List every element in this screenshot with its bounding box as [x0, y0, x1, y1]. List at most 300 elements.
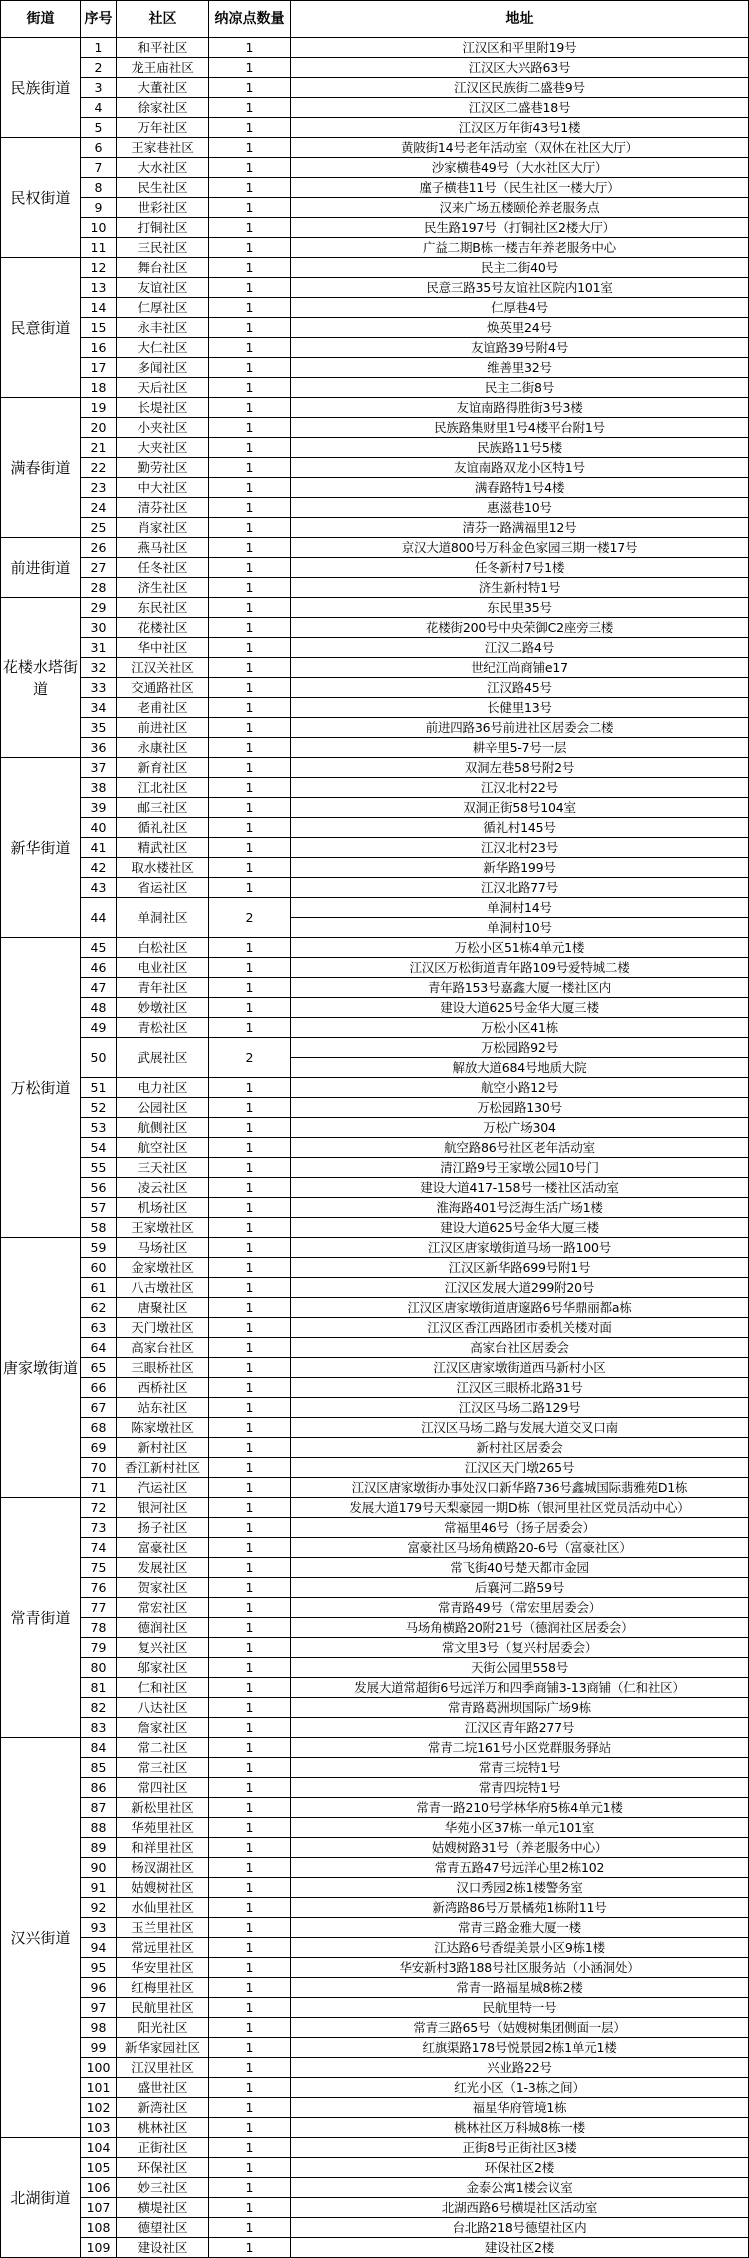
table-row [1, 1858, 749, 1878]
community-name: 航空社区 [117, 1138, 209, 1158]
row-index: 92 [81, 1898, 117, 1918]
address: 黄陂街14号老年活动室（双休在社区大厅） [291, 138, 749, 158]
cooling-count: 1 [209, 1278, 291, 1298]
address: 解放大道684号地质大院 [291, 1058, 749, 1078]
table-row [1, 1418, 749, 1438]
community-name: 唐聚社区 [117, 1298, 209, 1318]
cooling-count: 1 [209, 1878, 291, 1898]
row-index: 109 [81, 2238, 117, 2258]
address: 民意三路35号友谊社区院内101室 [291, 278, 749, 298]
table-row [1, 1918, 749, 1938]
community-name: 陈家墩社区 [117, 1418, 209, 1438]
community-name: 花楼社区 [117, 618, 209, 638]
cooling-count: 1 [209, 378, 291, 398]
table-row [1, 78, 749, 98]
community-name: 大董社区 [117, 78, 209, 98]
community-name: 舞台社区 [117, 258, 209, 278]
address: 双洞左巷58号附2号 [291, 758, 749, 778]
row-index: 96 [81, 1978, 117, 1998]
table-row [1, 1738, 749, 1758]
table-row [1, 558, 749, 578]
table-row [1, 118, 749, 138]
cooling-count: 1 [209, 138, 291, 158]
community-name: 发展社区 [117, 1558, 209, 1578]
address: 江汉区唐家墩街道西马新村小区 [291, 1358, 749, 1378]
cooling-count: 1 [209, 978, 291, 998]
row-index: 50 [81, 1038, 117, 1078]
community-name: 和祥里社区 [117, 1838, 209, 1858]
address: 发展大道常超街6号远洋万和四季商铺3-13商铺（仁和社区） [291, 1678, 749, 1698]
table-row [1, 198, 749, 218]
table-row [1, 2118, 749, 2138]
community-name: 友谊社区 [117, 278, 209, 298]
community-name: 王家墩社区 [117, 1218, 209, 1238]
table-row [1, 1658, 749, 1678]
address: 焕英里24号 [291, 318, 749, 338]
address: 花楼街200号中央荣御C2座旁三楼 [291, 618, 749, 638]
cooling-count: 1 [209, 498, 291, 518]
community-name: 永丰社区 [117, 318, 209, 338]
cooling-count: 1 [209, 118, 291, 138]
row-index: 104 [81, 2138, 117, 2158]
table-row [1, 438, 749, 458]
row-index: 53 [81, 1118, 117, 1138]
community-name: 站东社区 [117, 1398, 209, 1418]
community-name: 民生社区 [117, 178, 209, 198]
table-row [1, 1338, 749, 1358]
table-row [1, 38, 749, 58]
community-name: 老甫社区 [117, 698, 209, 718]
row-index: 58 [81, 1218, 117, 1238]
community-name: 燕马社区 [117, 538, 209, 558]
cooling-count: 1 [209, 698, 291, 718]
row-index: 103 [81, 2118, 117, 2138]
address: 江汉区民族街二盛巷9号 [291, 78, 749, 98]
cooling-count: 1 [209, 218, 291, 238]
row-index: 15 [81, 318, 117, 338]
table-row [1, 1558, 749, 1578]
cooling-count: 1 [209, 2058, 291, 2078]
community-name: 杨汊湖社区 [117, 1858, 209, 1878]
table-row [1, 658, 749, 678]
address: 民主二街8号 [291, 378, 749, 398]
table-row [1, 1898, 749, 1918]
row-index: 89 [81, 1838, 117, 1858]
cooling-count: 1 [209, 1318, 291, 1338]
row-index: 62 [81, 1298, 117, 1318]
table-row [1, 1878, 749, 1898]
row-index: 48 [81, 998, 117, 1018]
address: 江汉区三眼桥北路31号 [291, 1378, 749, 1398]
community-name: 勤劳社区 [117, 458, 209, 478]
table-row [1, 698, 749, 718]
row-index: 12 [81, 258, 117, 278]
cooling-count: 1 [209, 1678, 291, 1698]
cooling-count: 1 [209, 298, 291, 318]
address: 友谊南路双龙小区特1号 [291, 458, 749, 478]
row-index: 38 [81, 778, 117, 798]
cooling-count: 1 [209, 538, 291, 558]
row-index: 86 [81, 1778, 117, 1798]
community-name: 新村社区 [117, 1438, 209, 1458]
cooling-count: 1 [209, 1098, 291, 1118]
table-row [1, 2078, 749, 2098]
row-index: 91 [81, 1878, 117, 1898]
community-name: 天门墩社区 [117, 1318, 209, 1338]
cooling-count: 1 [209, 1338, 291, 1358]
cooling-count: 1 [209, 238, 291, 258]
header-count: 纳凉点数量 [209, 1, 291, 38]
table-row [1, 218, 749, 238]
community-name: 武展社区 [117, 1038, 209, 1078]
street-name: 常青街道 [1, 1498, 81, 1738]
address: 常青三路65号（姑嫂树集团侧面一层） [291, 2018, 749, 2038]
address: 万松园路92号 [291, 1038, 749, 1058]
cooling-count: 1 [209, 2198, 291, 2218]
street-name: 民意街道 [1, 258, 81, 398]
community-name: 西桥社区 [117, 1378, 209, 1398]
row-index: 74 [81, 1538, 117, 1558]
address: 江汉北村23号 [291, 838, 749, 858]
community-name: 王家巷社区 [117, 138, 209, 158]
cooling-count: 1 [209, 338, 291, 358]
table-row [1, 378, 749, 398]
cooling-count: 1 [209, 738, 291, 758]
community-name: 电力社区 [117, 1078, 209, 1098]
table-row [1, 1538, 749, 1558]
address: 东民里35号 [291, 598, 749, 618]
row-index: 75 [81, 1558, 117, 1578]
table-row [1, 1218, 749, 1238]
cooling-count: 1 [209, 1398, 291, 1418]
cooling-count: 1 [209, 438, 291, 458]
row-index: 46 [81, 958, 117, 978]
table-row [1, 1938, 749, 1958]
table-row [1, 858, 749, 878]
community-name: 银河社区 [117, 1498, 209, 1518]
address: 江汉区天门墩265号 [291, 1458, 749, 1478]
address: 长健里13号 [291, 698, 749, 718]
community-name: 永康社区 [117, 738, 209, 758]
cooling-count: 1 [209, 1218, 291, 1238]
row-index: 54 [81, 1138, 117, 1158]
cooling-count: 1 [209, 2018, 291, 2038]
address: 江汉北路77号 [291, 878, 749, 898]
table-row [1, 978, 749, 998]
street-name: 汉兴街道 [1, 1738, 81, 2138]
cooling-count: 1 [209, 518, 291, 538]
community-name: 华安里社区 [117, 1958, 209, 1978]
row-index: 49 [81, 1018, 117, 1038]
address: 兴业路22号 [291, 2058, 749, 2078]
address: 京汉大道800号万科金色家园三期一楼17号 [291, 538, 749, 558]
cooling-count: 1 [209, 1578, 291, 1598]
row-index: 67 [81, 1398, 117, 1418]
cooling-count: 1 [209, 2078, 291, 2098]
community-name: 三天社区 [117, 1158, 209, 1178]
table-row [1, 158, 749, 178]
cooling-count: 1 [209, 398, 291, 418]
row-index: 32 [81, 658, 117, 678]
cooling-count: 1 [209, 958, 291, 978]
table-row [1, 518, 749, 538]
community-name: 多闻社区 [117, 358, 209, 378]
table-row [1, 2058, 749, 2078]
cooling-count: 1 [209, 1458, 291, 1478]
community-name: 阳光社区 [117, 2018, 209, 2038]
table-row [1, 2198, 749, 2218]
community-name: 横堤社区 [117, 2198, 209, 2218]
cooling-count: 1 [209, 198, 291, 218]
address: 民族路集财里1号4楼平台附1号 [291, 418, 749, 438]
street-name: 北湖街道 [1, 2138, 81, 2258]
table-row [1, 958, 749, 978]
table-row [1, 798, 749, 818]
address: 单洞村14号 [291, 898, 749, 918]
table-row [1, 1358, 749, 1378]
community-name: 汽运社区 [117, 1478, 209, 1498]
row-index: 51 [81, 1078, 117, 1098]
row-index: 76 [81, 1578, 117, 1598]
community-name: 金家墩社区 [117, 1258, 209, 1278]
address: 航空小路12号 [291, 1078, 749, 1098]
table-row [1, 1578, 749, 1598]
community-name: 常远里社区 [117, 1938, 209, 1958]
row-index: 94 [81, 1938, 117, 1958]
community-name: 正街社区 [117, 2138, 209, 2158]
address: 仁厚巷4号 [291, 298, 749, 318]
community-name: 长堤社区 [117, 398, 209, 418]
community-name: 中大社区 [117, 478, 209, 498]
cooling-count: 1 [209, 638, 291, 658]
table-row [1, 1978, 749, 1998]
cooling-count: 1 [209, 1358, 291, 1378]
cooling-count: 1 [209, 2218, 291, 2238]
table-row [1, 2238, 749, 2258]
row-index: 37 [81, 758, 117, 778]
community-name: 扬子社区 [117, 1518, 209, 1538]
cooling-count: 1 [209, 778, 291, 798]
table-row [1, 1018, 749, 1038]
address: 新村社区居委会 [291, 1438, 749, 1458]
cooling-count: 1 [209, 458, 291, 478]
cooling-count: 1 [209, 2118, 291, 2138]
row-index: 108 [81, 2218, 117, 2238]
row-index: 95 [81, 1958, 117, 1978]
cooling-count: 1 [209, 1018, 291, 1038]
address: 青年路153号嘉鑫大厦一楼社区内 [291, 978, 749, 998]
cooling-count: 1 [209, 938, 291, 958]
table-row [1, 738, 749, 758]
address: 华安新村3路188号社区服务站（小涵洞处） [291, 1958, 749, 1978]
address: 民生路197号（打铜社区2楼大厅） [291, 218, 749, 238]
address: 建设社区2楼 [291, 2238, 749, 2258]
row-index: 25 [81, 518, 117, 538]
table-row [1, 778, 749, 798]
cooling-count: 1 [209, 278, 291, 298]
cooling-count: 1 [209, 1518, 291, 1538]
table-row [1, 1678, 749, 1698]
address: 任冬新村7号1楼 [291, 558, 749, 578]
table-row [1, 338, 749, 358]
community-name: 姑嫂树社区 [117, 1878, 209, 1898]
address: 双洞正街58号104室 [291, 798, 749, 818]
cooling-count: 1 [209, 578, 291, 598]
community-name: 新华家园社区 [117, 2038, 209, 2058]
row-index: 55 [81, 1158, 117, 1178]
cooling-count: 1 [209, 1558, 291, 1578]
street-name: 满春街道 [1, 398, 81, 538]
community-name: 机场社区 [117, 1198, 209, 1218]
cooling-count: 1 [209, 1798, 291, 1818]
table-row [1, 1258, 749, 1278]
table-row [1, 818, 749, 838]
row-index: 84 [81, 1738, 117, 1758]
cooling-count: 1 [209, 1918, 291, 1938]
cooling-count: 1 [209, 1778, 291, 1798]
address: 红光小区（1-3栋之间） [291, 2078, 749, 2098]
row-index: 24 [81, 498, 117, 518]
cooling-count: 1 [209, 798, 291, 818]
row-index: 36 [81, 738, 117, 758]
table-row [1, 1298, 749, 1318]
cooling-count: 1 [209, 2238, 291, 2258]
row-index: 8 [81, 178, 117, 198]
community-name: 新松里社区 [117, 1798, 209, 1818]
table-row [1, 1498, 749, 1518]
cooling-count: 1 [209, 318, 291, 338]
cooling-count: 1 [209, 2098, 291, 2118]
cooling-count: 1 [209, 1618, 291, 1638]
address: 友谊南路得胜街3号3楼 [291, 398, 749, 418]
table-row [1, 2158, 749, 2178]
cooling-count: 1 [209, 1858, 291, 1878]
cooling-count: 1 [209, 478, 291, 498]
cooling-count: 1 [209, 1298, 291, 1318]
row-index: 26 [81, 538, 117, 558]
community-name: 建设社区 [117, 2238, 209, 2258]
table-row [1, 1838, 749, 1858]
table-row [1, 498, 749, 518]
row-index: 82 [81, 1698, 117, 1718]
row-index: 85 [81, 1758, 117, 1778]
community-name: 清芬社区 [117, 498, 209, 518]
community-name: 华苑里社区 [117, 1818, 209, 1838]
row-index: 102 [81, 2098, 117, 2118]
row-index: 43 [81, 878, 117, 898]
table-row [1, 878, 749, 898]
cooling-count: 1 [209, 658, 291, 678]
community-name: 白松社区 [117, 938, 209, 958]
address: 江达路6号香缇美景小区9栋1楼 [291, 1938, 749, 1958]
row-index: 41 [81, 838, 117, 858]
row-index: 70 [81, 1458, 117, 1478]
cooling-count: 1 [209, 1698, 291, 1718]
table-row [1, 1958, 749, 1978]
row-index: 5 [81, 118, 117, 138]
table-row [1, 2178, 749, 2198]
community-name: 精武社区 [117, 838, 209, 858]
cooling-count: 1 [209, 358, 291, 378]
row-index: 59 [81, 1238, 117, 1258]
address: 单洞村10号 [291, 918, 749, 938]
community-name: 取水楼社区 [117, 858, 209, 878]
cooling-count: 1 [209, 1438, 291, 1458]
row-index: 90 [81, 1858, 117, 1878]
address: 新湾路86号万景橘苑1栋附11号 [291, 1898, 749, 1918]
row-index: 39 [81, 798, 117, 818]
row-index: 22 [81, 458, 117, 478]
table-row [1, 2038, 749, 2058]
row-index: 4 [81, 98, 117, 118]
cooling-count: 1 [209, 1078, 291, 1098]
row-index: 64 [81, 1338, 117, 1358]
community-name: 常三社区 [117, 1758, 209, 1778]
row-index: 33 [81, 678, 117, 698]
community-name: 富豪社区 [117, 1538, 209, 1558]
table-row [1, 178, 749, 198]
address: 台北路218号德望社区内 [291, 2218, 749, 2238]
row-index: 66 [81, 1378, 117, 1398]
cooling-count: 1 [209, 1138, 291, 1158]
community-name: 仁厚社区 [117, 298, 209, 318]
table-row [1, 1598, 749, 1618]
community-name: 桃林社区 [117, 2118, 209, 2138]
table-row [1, 1278, 749, 1298]
row-index: 23 [81, 478, 117, 498]
cooling-count: 1 [209, 1538, 291, 1558]
street-name: 新华街道 [1, 758, 81, 938]
cooling-count: 1 [209, 858, 291, 878]
table-row [1, 318, 749, 338]
table-row [1, 298, 749, 318]
cooling-count: 1 [209, 618, 291, 638]
row-index: 88 [81, 1818, 117, 1838]
street-name: 民族街道 [1, 38, 81, 138]
address: 民主二街40号 [291, 258, 749, 278]
address: 常飞街40号楚天都市金园 [291, 1558, 749, 1578]
row-index: 78 [81, 1618, 117, 1638]
address: 济生新村特1号 [291, 578, 749, 598]
table-row [1, 1078, 749, 1098]
address: 航空路86号社区老年活动室 [291, 1138, 749, 1158]
address: 江汉区香江西路团市委机关楼对面 [291, 1318, 749, 1338]
table-row [1, 1758, 749, 1778]
address: 建设大道417-158号一楼社区活动室 [291, 1178, 749, 1198]
table-row [1, 58, 749, 78]
address: 建设大道625号金华大厦三楼 [291, 1218, 749, 1238]
address: 发展大道179号天梨豪园一期D栋（银河里社区党员活动中心） [291, 1498, 749, 1518]
row-index: 107 [81, 2198, 117, 2218]
header-street: 街道 [1, 1, 81, 38]
table-row [1, 1038, 749, 1058]
community-name: 徐家社区 [117, 98, 209, 118]
address: 常福里46号（扬子居委会） [291, 1518, 749, 1538]
address: 常青一路210号学林华府5栋4单元1楼 [291, 1798, 749, 1818]
cooling-count: 1 [209, 998, 291, 1018]
row-index: 18 [81, 378, 117, 398]
address: 常文里3号（复兴村居委会） [291, 1638, 749, 1658]
cooling-count: 1 [209, 1258, 291, 1278]
community-name: 八古墩社区 [117, 1278, 209, 1298]
cooling-count: 1 [209, 1118, 291, 1138]
community-name: 青松社区 [117, 1018, 209, 1038]
row-index: 72 [81, 1498, 117, 1518]
address: 常青三路金雅大厦一楼 [291, 1918, 749, 1938]
row-index: 27 [81, 558, 117, 578]
address: 前进四路36号前进社区居委会二楼 [291, 718, 749, 738]
community-name: 青年社区 [117, 978, 209, 998]
